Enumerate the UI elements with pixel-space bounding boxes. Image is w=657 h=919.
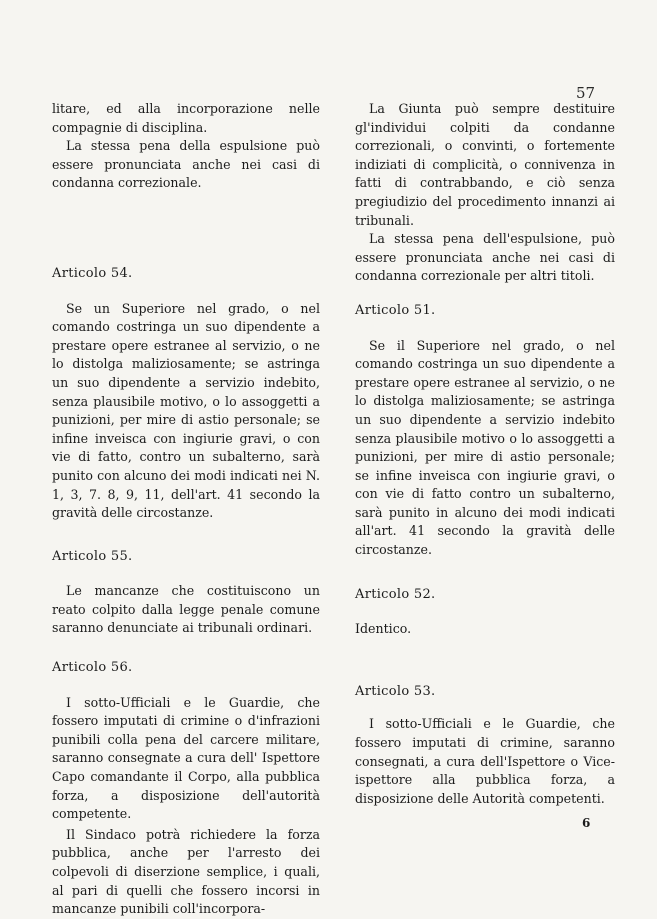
right-column: [355, 100, 615, 808]
article-56-heading: Articolo 56.: [52, 660, 133, 676]
right-intro-paragraph-2: La stessa pena dell'espulsione, può essere pronunciata anche nei casi di condanna correzionale per altri titoli.: [355, 231, 615, 284]
article-51-text: Se il Superiore nel grado, o nel comando costringa un suo dipendente a prestare opere estranee al servizio, o ne lo distolga maliziosamente; se astringa un suo dipendente a servizio indebito senza plausibile motivo o lo assoggetti a punizioni, per mire di astio personale; se infine inveisca con ingiurie gravi, o con vie di fatto contro un subalterno, sarà punito in alcuno dei modi indicati all'art. 41 secondo la gravità delle circostanze.: [355, 337, 615, 558]
article-52-text: Identico.: [355, 621, 412, 637]
left-column: [52, 100, 320, 919]
article-56-text-2: Il Sindaco potrà richiedere la forza pubblica, anche per l'arresto dei colpevoli di diserzione semplice, i quali, al pari di quelli che fossero incorsi in mancanze punibili coll'incorpora-: [52, 826, 320, 917]
article-53-text: I sotto-Ufficiali e le Guardie, che fossero imputati di crimine, saranno consegnati, a cura dell'Ispettore o Vice-ispettore alla pubblica forza, a disposizione delle Autorità competenti.: [355, 716, 615, 806]
article-55-heading: Articolo 55.: [52, 548, 133, 564]
article-56-text-1: I sotto-Ufficiali e le Guardie, che fossero imputati di crimine o d'infrazioni punibili colla pena del carcere militare, saranno consegnate a cura dell' Ispettore Capo comandante il Corpo, alla pubblica forza, a disposizione dell'autorità competente.: [52, 694, 320, 822]
footer-mark: 6: [582, 816, 591, 830]
article-52-heading: Articolo 52.: [355, 586, 436, 602]
article-53-heading: Articolo 53.: [355, 683, 436, 699]
page-number: 57: [576, 84, 596, 102]
article-51-heading: Articolo 51.: [355, 302, 436, 318]
article-55-text: Le mancanze che costituiscono un reato colpito dalla legge penale comune saranno denunciate ai tribunali ordinari.: [52, 583, 320, 636]
right-intro-paragraph-1: La Giunta può sempre destituire gl'individui colpiti da condanne correzionali, o convinti, o fortemente indiziati di complicità, o connivenza in fatti di contrabbando, e ciò senza pregiudizio del procedimento innanzi ai tribunali.: [355, 101, 615, 228]
article-54-text: Se un Superiore nel grado, o nel comando costringa un suo dipendente a prestare opere estranee al servizio, o ne lo distolga maliziosamente; se astringa un suo dipendente a servizio indebito, senza plausibile motivo, o lo assoggetti a punizioni, per mire di astio personale; se infine inveisca con ingiurie gravi, o con vie di fatto, contro un subalterno, sarà punito con alcuno dei modi indicati nei N. 1, 3, 7. 8, 9, 11, dell'art. 41 secondo la gravità delle circostanze.: [52, 300, 320, 521]
left-intro-paragraph-1: litare, ed alla incorporazione nelle compagnie di disciplina.: [52, 101, 320, 135]
left-intro-paragraph-2: La stessa pena della espulsione può essere pronunciata anche nei casi di condanna correzionale.: [52, 138, 320, 191]
article-54-heading: Articolo 54.: [52, 265, 133, 281]
